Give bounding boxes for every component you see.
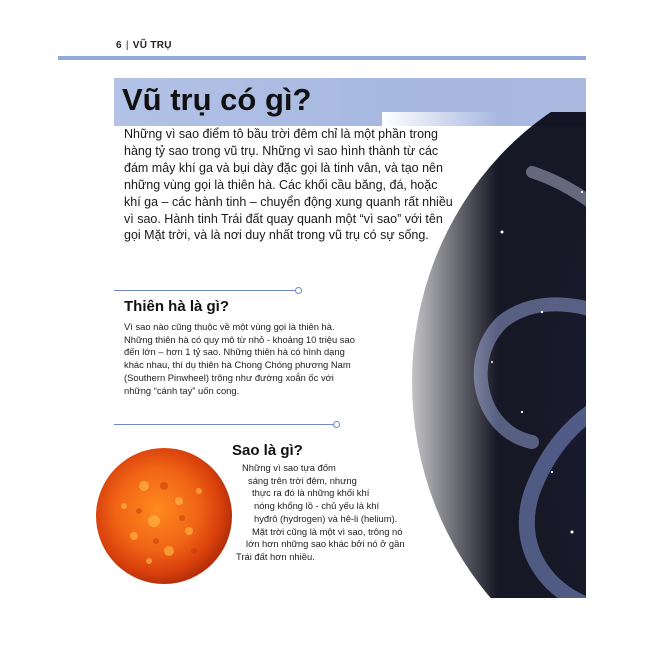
- page-title: Vũ trụ có gì?: [122, 82, 312, 117]
- header-rule: [58, 56, 586, 60]
- galaxy-section-rule: [114, 290, 296, 291]
- star-line: Mặt trời cũng là một vì sao, trông nó: [252, 525, 403, 537]
- galaxy-body: Vì sao nào cũng thuộc về một vùng gọi là thiên hà. Những thiên hà có quy mô từ nhỏ - khoảng 10 triệu sao đến lớn – hơn 1 tỷ sao. Những thiên hà có hình dạng khác nhau, thí dụ thiên hà Chong Chóng phương Nam (Southern Pinwheel) trông như đường xoắn ốc với những “cánh tay” uốn cong.: [124, 321, 355, 396]
- star-heading: Sao là gì?: [232, 442, 303, 459]
- star-line: nóng khổng lồ - chủ yếu là khí: [254, 500, 380, 512]
- star-line: Trái đất hơn nhiều.: [236, 550, 315, 562]
- page-number: 6: [116, 40, 122, 51]
- rule-end-dot: [295, 287, 302, 294]
- section-name: VŨ TRỤ: [132, 40, 172, 51]
- star-line: thực ra đó là những khối khí: [252, 487, 370, 499]
- star-line: Những vì sao tựa đốm: [242, 462, 336, 473]
- galaxy-heading: Thiên hà là gì?: [124, 298, 230, 315]
- star-section-rule: [114, 424, 334, 425]
- intro-paragraph: Những vì sao điểm tô bầu trời đêm chỉ là một phần trong hàng tỷ sao trong vũ trụ. Những vì sao hình thành từ các đám mây khí ga và bụi dày đặc gọi là tinh vân, và tạo nên những vùng gọi là thiên hà. Các khối cầu băng, đá, hoặc khí ga – các hành tinh – chuyển động xung quanh rất nhiều vì sao. Hành tinh Trái đất quay quanh một “vì sao” với tên gọi Mặt trời, và là nơi duy nhất trong vũ trụ có sự sống.: [124, 127, 453, 243]
- star-line: lớn hơn những sao khác bởi nó ở gần: [246, 538, 405, 550]
- header-separator: |: [125, 40, 129, 51]
- star-line: sáng trên trời đêm, nhưng: [248, 474, 357, 486]
- rule-end-dot: [333, 421, 340, 428]
- star-line: hyđrô (hydrogen) và hê-li (helium).: [254, 512, 398, 524]
- star-body: [228, 462, 405, 564]
- running-header: [116, 40, 172, 51]
- sun-image: [94, 446, 234, 586]
